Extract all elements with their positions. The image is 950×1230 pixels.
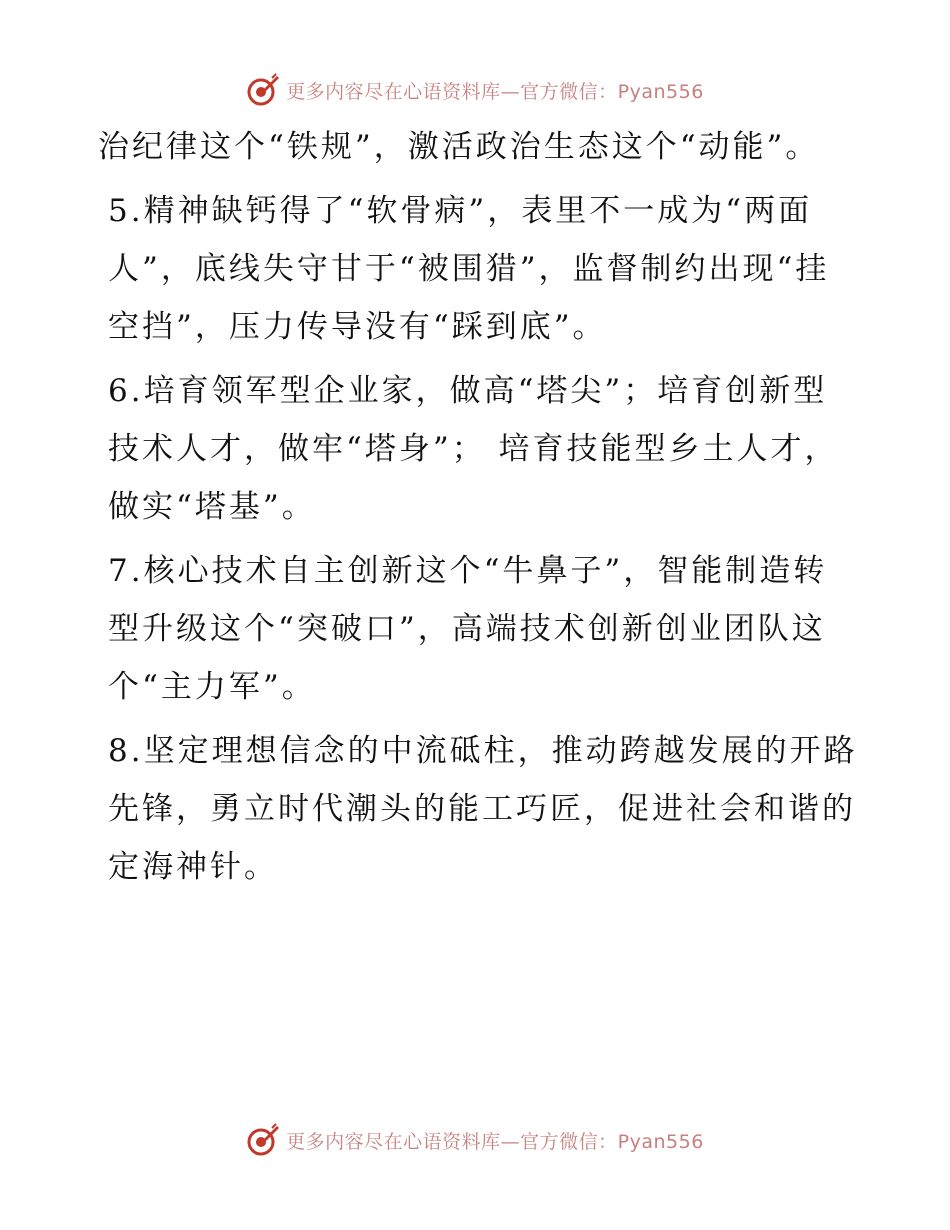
footer-watermark	[0, 1120, 950, 1160]
header-watermark	[0, 70, 950, 110]
pen-logo-icon	[246, 1123, 280, 1157]
watermark-text: 更多内容尽在心语资料库—官方微信：Pyan556	[286, 1130, 704, 1153]
document-body	[98, 118, 858, 902]
watermark-text: 更多内容尽在心语资料库—官方微信：Pyan556	[286, 80, 704, 103]
pen-logo-icon	[246, 73, 280, 107]
paragraph-item-8: 8.坚定理想信念的中流砥柱，推动跨越发展的开路先锋，勇立时代潮头的能工巧匠，促进社会和谐的定海神针。	[108, 733, 858, 885]
paragraph-item-7: 7.核心技术自主创新这个“牛鼻子”，智能制造转型升级这个“突破口”，高端技术创新创业团队这个“主力军”。	[108, 553, 828, 705]
paragraph-item-6: 6.培育领军型企业家，做高“塔尖”；培育创新型技术人才，做牢“塔身”； 培育技能型乡土人才，做实“塔基”。	[108, 373, 839, 525]
paragraph-continuation: 治纪律这个“铁规”，激活政治生态这个“动能”。	[98, 129, 820, 165]
paragraph-item-5: 5.精神缺钙得了“软骨病”，表里不一成为“两面人”，底线失守甘于“被围猎”，监督制约出现“挂空挡”，压力传导没有“踩到底”。	[108, 193, 830, 345]
